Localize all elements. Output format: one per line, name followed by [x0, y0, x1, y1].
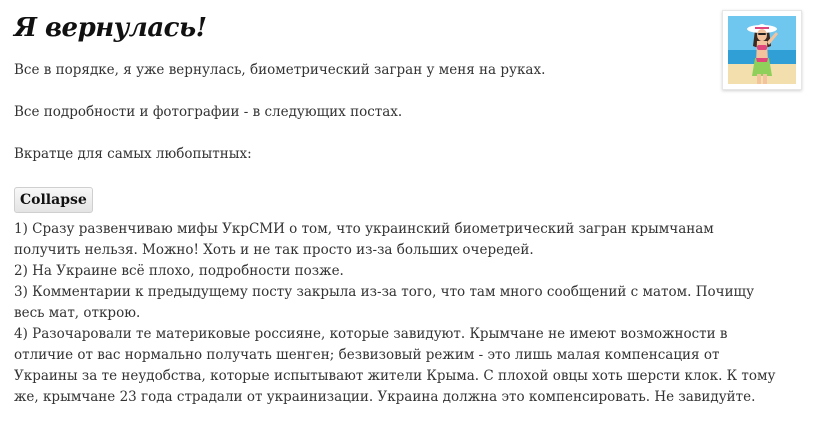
beach-woman-avatar-icon: [728, 16, 796, 84]
post-paragraph: Вкратце для самых любопытных:: [14, 146, 252, 162]
post-title: Я вернулась!: [14, 13, 207, 43]
list-item: 4) Разочаровали те материковые россияне, которые завидуют. Крымчане не имеют возможности в отличие от вас нормально получать шенген; безвизовый режим - это лишь малая компенсация от Украины за те неудобства, которые испытывают жители Крыма. С плохой овцы хоть шерсти клок. К тому же, крымчане 23 года страдали от украинизации. Украина должна это компенсировать. Не завидуйте.: [14, 326, 776, 405]
collapsed-content: [14, 219, 784, 408]
list-item: 2) На Украине всё плохо, подробности позже.: [14, 263, 344, 279]
avatar[interactable]: [722, 10, 802, 90]
list-item: 3) Комментарии к предыдущему посту закрыла из-за того, что там много сообщений с матом. Почищу весь мат, открою.: [14, 284, 755, 321]
post-paragraph: Все в порядке, я уже вернулась, биометрический загран у меня на руках.: [14, 62, 546, 78]
list-item: 1) Сразу развенчиваю мифы УкрСМИ о том, что украинский биометрический загран крымчанам получить нельзя. Можно! Хоть и не так просто из-за больших очередей.: [14, 221, 714, 258]
blog-post: [14, 10, 804, 408]
collapse-button[interactable]: Collapse: [14, 187, 93, 213]
post-paragraph: Все подробности и фотографии - в следующих постах.: [14, 104, 403, 120]
